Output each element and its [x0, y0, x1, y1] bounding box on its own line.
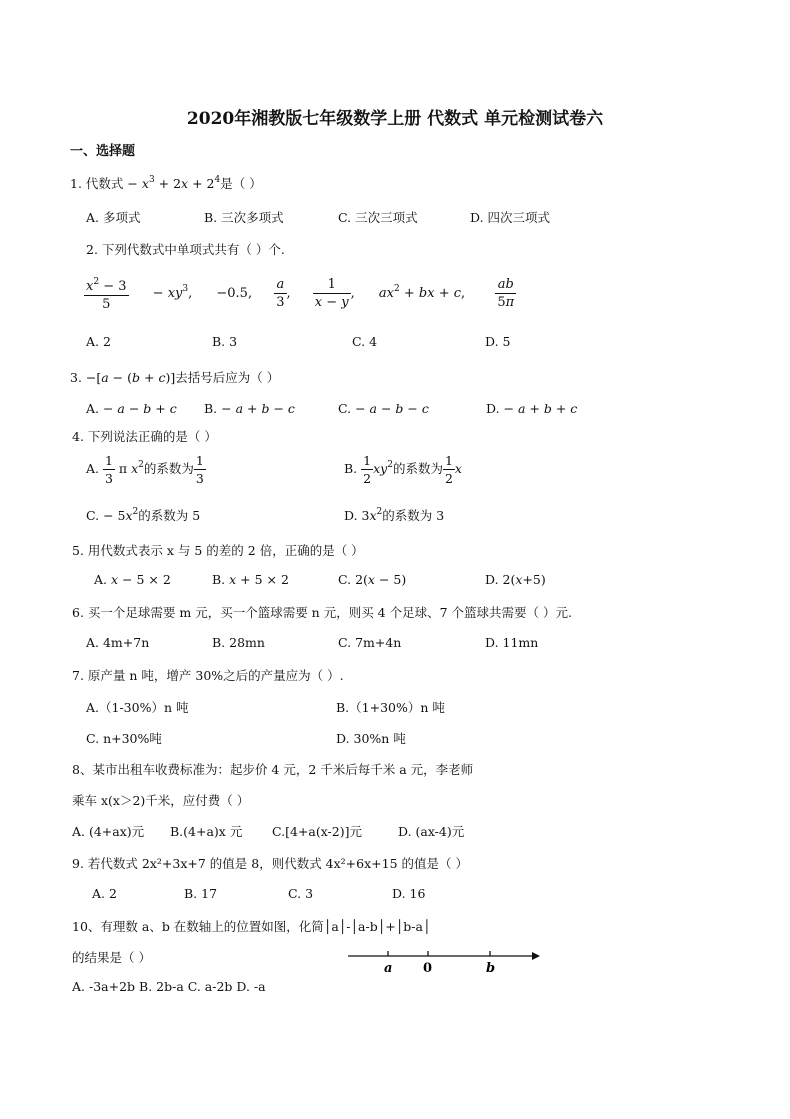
page-title: 2020年湘教版七年级数学上册 代数式 单元检测试卷六: [186, 109, 604, 129]
q7-option-b[interactable]: B.（1+30%）n 吨: [336, 700, 445, 715]
fraction: $\frac{a}{3}$: [276, 277, 285, 310]
q7-option-c[interactable]: C. n+30%吨: [86, 731, 162, 746]
label-zero: 0: [423, 961, 433, 976]
q1-option-b[interactable]: B. 三次多项式: [204, 210, 284, 225]
q1-option-d[interactable]: D. 四次三项式: [470, 210, 551, 225]
question-4-stem: 4. 下列说法正确的是（ ）: [72, 429, 217, 444]
math-expression: $ax^2$ + bx + c,: [378, 284, 466, 301]
q1-option-c[interactable]: C. 三次三项式: [338, 210, 418, 225]
q8-option-a[interactable]: A. (4+ax)元: [72, 824, 145, 839]
q3-option-b[interactable]: B. − a + b − c: [204, 401, 295, 416]
q1-option-a[interactable]: A. 多项式: [86, 210, 141, 225]
fraction: $\frac{1}{3}$: [104, 453, 113, 486]
question-6-stem: 6. 买一个足球需要 m 元，买一个篮球需要 n 元，则买 4 个足球、7 个篮球共需要（ ）元.: [72, 605, 572, 620]
q6-option-c[interactable]: C. 7m+4n: [338, 635, 402, 650]
fraction: $\frac{x^2 - 3}{5}$: [84, 274, 129, 313]
option-text: 的系数为 3: [382, 508, 445, 523]
q2-option-c[interactable]: C. 4: [352, 334, 378, 349]
q3-option-a[interactable]: A. − a − b + c: [86, 401, 177, 416]
q9-option-d[interactable]: D. 16: [392, 886, 426, 901]
q10-options[interactable]: A. -3a+2b B. 2b-a C. a-2b D. -a: [72, 979, 266, 994]
q2-option-b[interactable]: B. 3: [212, 334, 238, 349]
fraction: $\frac{1}{x - y}$: [314, 277, 349, 310]
label-b: b: [486, 961, 496, 976]
q2-option-a[interactable]: A. 2: [86, 334, 111, 349]
option-text: 的系数为: [143, 461, 194, 476]
q5-option-c[interactable]: C. 2(x − 5): [338, 572, 407, 587]
q2-expressions: $\frac{x^2 - 3}{5}$ − $xy^3$, −0.5, $\frac{a}{3}$ , $\frac{1}{x - y}$ , $ax^2$ + bx + c, $\frac{ab}{5\pi}$: [84, 274, 516, 313]
number-line-figure: [346, 942, 546, 982]
section-heading: 一、选择题: [70, 144, 136, 159]
math-expression: −0.5,: [216, 286, 253, 301]
question-8-stem-line2: 乘车 x(x＞2)千米，应付费（ ）: [72, 793, 250, 808]
question-3-stem: [70, 368, 279, 386]
option-text: 的系数为: [392, 461, 443, 476]
question-10-stem-line2: 的结果是（ ）: [72, 950, 151, 965]
q6-option-d[interactable]: D. 11mn: [485, 635, 539, 650]
option-text: 的系数为 5: [138, 508, 201, 523]
q4-option-d[interactable]: D. $3x^2$的系数为 3: [344, 507, 445, 523]
q9-option-a[interactable]: A. 2: [92, 886, 117, 901]
question-7-stem: 7. 原产量 n 吨，增产 30%之后的产量应为（ ）.: [72, 668, 344, 683]
arrow-head-icon: [532, 952, 540, 960]
q5-option-d[interactable]: D. 2(x+5): [485, 572, 546, 587]
q6-option-b[interactable]: B. 28mn: [212, 635, 265, 650]
question-1-stem: [70, 174, 262, 192]
q2-option-d[interactable]: D. 5: [485, 334, 511, 349]
q5-option-a[interactable]: A. x − 5 × 2: [94, 572, 171, 587]
fraction: $\frac{1}{3}$: [195, 453, 204, 486]
math-expression: − $xy^3$,: [152, 284, 193, 301]
q3-option-c[interactable]: C. − a − b − c: [338, 401, 429, 416]
question-5-stem: 5. 用代数式表示 x 与 5 的差的 2 倍，正确的是（ ）: [72, 543, 364, 558]
question-8-stem-line1: 8、某市出租车收费标准为：起步价 4 元，2 千米后每千米 a 元，李老师: [72, 762, 474, 777]
q3-option-d[interactable]: D. − a + b + c: [486, 401, 578, 416]
math-expression: − $x^3 + 2x + 2^4$: [127, 175, 221, 191]
math-expression: 3. −[a − (b + c)]: [70, 370, 176, 385]
question-9-stem: 9. 若代数式 2x²+3x+7 的值是 8，则代数式 4x²+6x+15 的值是（ ）: [72, 856, 468, 871]
question-2-stem: 2. 下列代数式中单项式共有（ ）个.: [86, 242, 285, 257]
q8-option-d[interactable]: D. (ax-4)元: [398, 824, 465, 839]
q9-option-c[interactable]: C. 3: [288, 886, 314, 901]
q4-option-c[interactable]: C. − $5x^2$的系数为 5: [86, 507, 201, 523]
question-text: 代数式: [85, 176, 124, 191]
question-10-stem-line1: 10、有理数 a、b 在数轴上的位置如图，化简│a│-│a-b│+│b-a│: [72, 919, 431, 934]
q8-option-b[interactable]: B.(4+a)x 元: [170, 824, 243, 839]
label-a: a: [384, 961, 393, 976]
q4-option-a[interactable]: A. $\frac{1}{3}$ π $x^2$的系数为 $\frac{1}{3}$: [86, 453, 204, 486]
q6-option-a[interactable]: A. 4m+7n: [86, 635, 150, 650]
q7-option-d[interactable]: D. 30%n 吨: [336, 731, 406, 746]
q7-option-a[interactable]: A.（1-30%）n 吨: [86, 700, 189, 715]
fraction: $\frac{1}{2}$: [444, 453, 453, 486]
fraction: $\frac{1}{2}$: [363, 453, 372, 486]
question-text: 去括号后应为（ ）: [175, 370, 280, 385]
q5-option-b[interactable]: B. x + 5 × 2: [212, 572, 289, 587]
question-text: 是（ ）: [220, 176, 262, 191]
fraction: $\frac{ab}{5\pi}$: [497, 277, 515, 310]
q4-option-b[interactable]: B. $\frac{1}{2}$ $xy^2$的系数为 $\frac{1}{2}$ x: [344, 453, 462, 486]
q9-option-b[interactable]: B. 17: [184, 886, 218, 901]
q8-option-c[interactable]: C.[4+a(x-2)]元: [272, 824, 362, 839]
question-number: 1.: [70, 176, 82, 191]
